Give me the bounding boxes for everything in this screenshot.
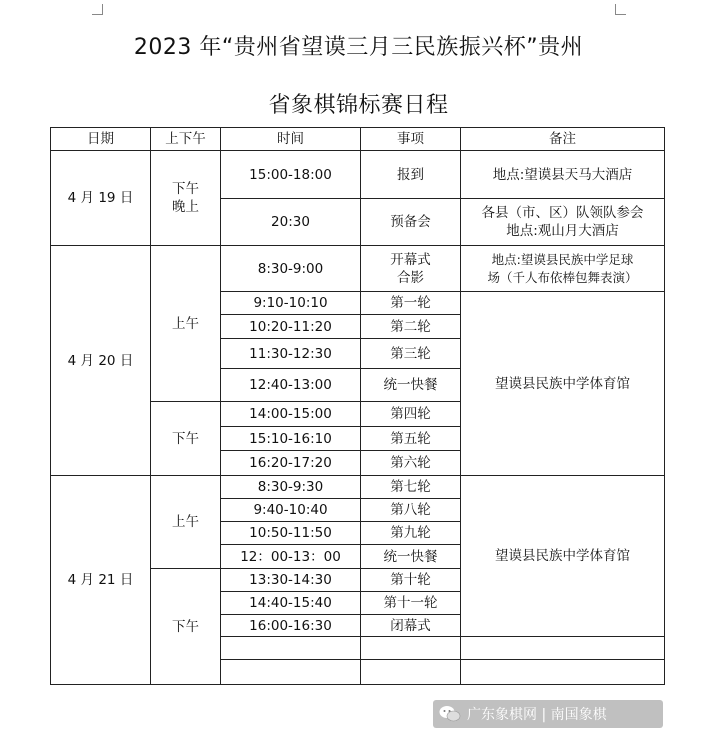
- day3-row-item: 第十轮: [360, 568, 461, 592]
- day2-row-item: 第三轮: [360, 338, 461, 369]
- schedule-table: [50, 127, 665, 685]
- day3-row-time: 9:40-10:40: [220, 498, 361, 522]
- day2-opening-item: [360, 245, 461, 292]
- day2-opening-item-line1: 开幕式: [390, 251, 431, 268]
- watermark: [433, 700, 663, 728]
- day1-period: [150, 150, 221, 246]
- day1-row2-note: [460, 198, 665, 246]
- day1-row2-note-line2: 地点:观山月大酒店: [506, 223, 619, 239]
- header-time: 时间: [220, 127, 361, 151]
- day2-opening-time: 8:30-9:00: [220, 245, 361, 292]
- day3-row-time: [220, 659, 361, 685]
- day2-row-time: 15:10-16:10: [220, 426, 361, 451]
- day1-period-afternoon: 下午: [172, 181, 199, 197]
- title-line-2: 省象棋锦标赛日程: [268, 93, 449, 118]
- day1-row1-item: 报到: [360, 150, 461, 199]
- day2-morning: 上午: [150, 245, 221, 402]
- day3-row-time: 13:30-14:30: [220, 568, 361, 592]
- day3-venue-note: 望谟县民族中学体育馆: [460, 475, 665, 637]
- corner-mark-left: [92, 4, 103, 15]
- day3-row-item: 闭幕式: [360, 614, 461, 637]
- wechat-icon: [439, 705, 461, 723]
- day3-row-time: 12：00-13：00: [220, 544, 361, 569]
- day3-row-item: 第十一轮: [360, 591, 461, 615]
- day3-row-time: 8:30-9:30: [220, 475, 361, 499]
- day3-date: 4 月 21 日: [50, 475, 151, 685]
- day3-row-time: 14:40-15:40: [220, 591, 361, 615]
- day3-row-item: 第九轮: [360, 521, 461, 545]
- day2-venue-note: 望谟县民族中学体育馆: [460, 291, 665, 476]
- day3-row-item: [360, 636, 461, 660]
- day1-row2-note-line1: 各县（市、区）队领队参会: [481, 205, 644, 221]
- day1-row2-item: 预备会: [360, 198, 461, 246]
- day2-row-item: 统一快餐: [360, 368, 461, 402]
- day2-row-item: 第二轮: [360, 314, 461, 339]
- day2-row-time: 16:20-17:20: [220, 450, 361, 476]
- header-date: 日期: [50, 127, 151, 151]
- watermark-text: 广东象棋网 | 南国象棋: [467, 707, 607, 723]
- corner-mark-right: [615, 4, 626, 15]
- day2-date: 4 月 20 日: [50, 245, 151, 476]
- day3-note-empty-1: [460, 636, 665, 660]
- day3-row-time: [220, 636, 361, 660]
- day3-afternoon: 下午: [150, 568, 221, 685]
- day2-opening-item-line2: 合影: [397, 269, 424, 286]
- day3-row-time: 16:00-16:30: [220, 614, 361, 637]
- day2-row-item: 第四轮: [360, 401, 461, 427]
- day2-row-time: 9:10-10:10: [220, 291, 361, 315]
- day2-row-item: 第六轮: [360, 450, 461, 476]
- day3-row-item: 第七轮: [360, 475, 461, 499]
- day2-row-time: 12:40-13:00: [220, 368, 361, 402]
- day1-period-evening: 晚上: [172, 199, 199, 215]
- header-item: 事项: [360, 127, 461, 151]
- header-note: 备注: [460, 127, 665, 151]
- day3-row-item: 第八轮: [360, 498, 461, 522]
- day2-row-time: 10:20-11:20: [220, 314, 361, 339]
- day1-row1-note: 地点:望谟县天马大酒店: [460, 150, 665, 199]
- day2-row-time: 11:30-12:30: [220, 338, 361, 369]
- day2-opening-note-line2: 场（千人布依棒包舞表演）: [487, 269, 638, 285]
- day2-opening-note: [460, 245, 665, 292]
- day3-row-item: 统一快餐: [360, 544, 461, 569]
- day3-note-empty-2: [460, 659, 665, 685]
- day2-row-item: 第一轮: [360, 291, 461, 315]
- day2-afternoon: 下午: [150, 401, 221, 476]
- day3-morning: 上午: [150, 475, 221, 569]
- title-line-1: 2023 年“贵州省望谟三月三民族振兴杯”贵州: [133, 35, 584, 60]
- day2-opening-note-line1: 地点:望谟县民族中学足球: [491, 251, 634, 267]
- day3-row-time: 10:50-11:50: [220, 521, 361, 545]
- day1-row1-time: 15:00-18:00: [220, 150, 361, 199]
- header-period: 上下午: [150, 127, 221, 151]
- day2-row-item: 第五轮: [360, 426, 461, 451]
- day1-date: 4 月 19 日: [50, 150, 151, 246]
- day3-row-item: [360, 659, 461, 685]
- day2-row-time: 14:00-15:00: [220, 401, 361, 427]
- day1-row2-time: 20:30: [220, 198, 361, 246]
